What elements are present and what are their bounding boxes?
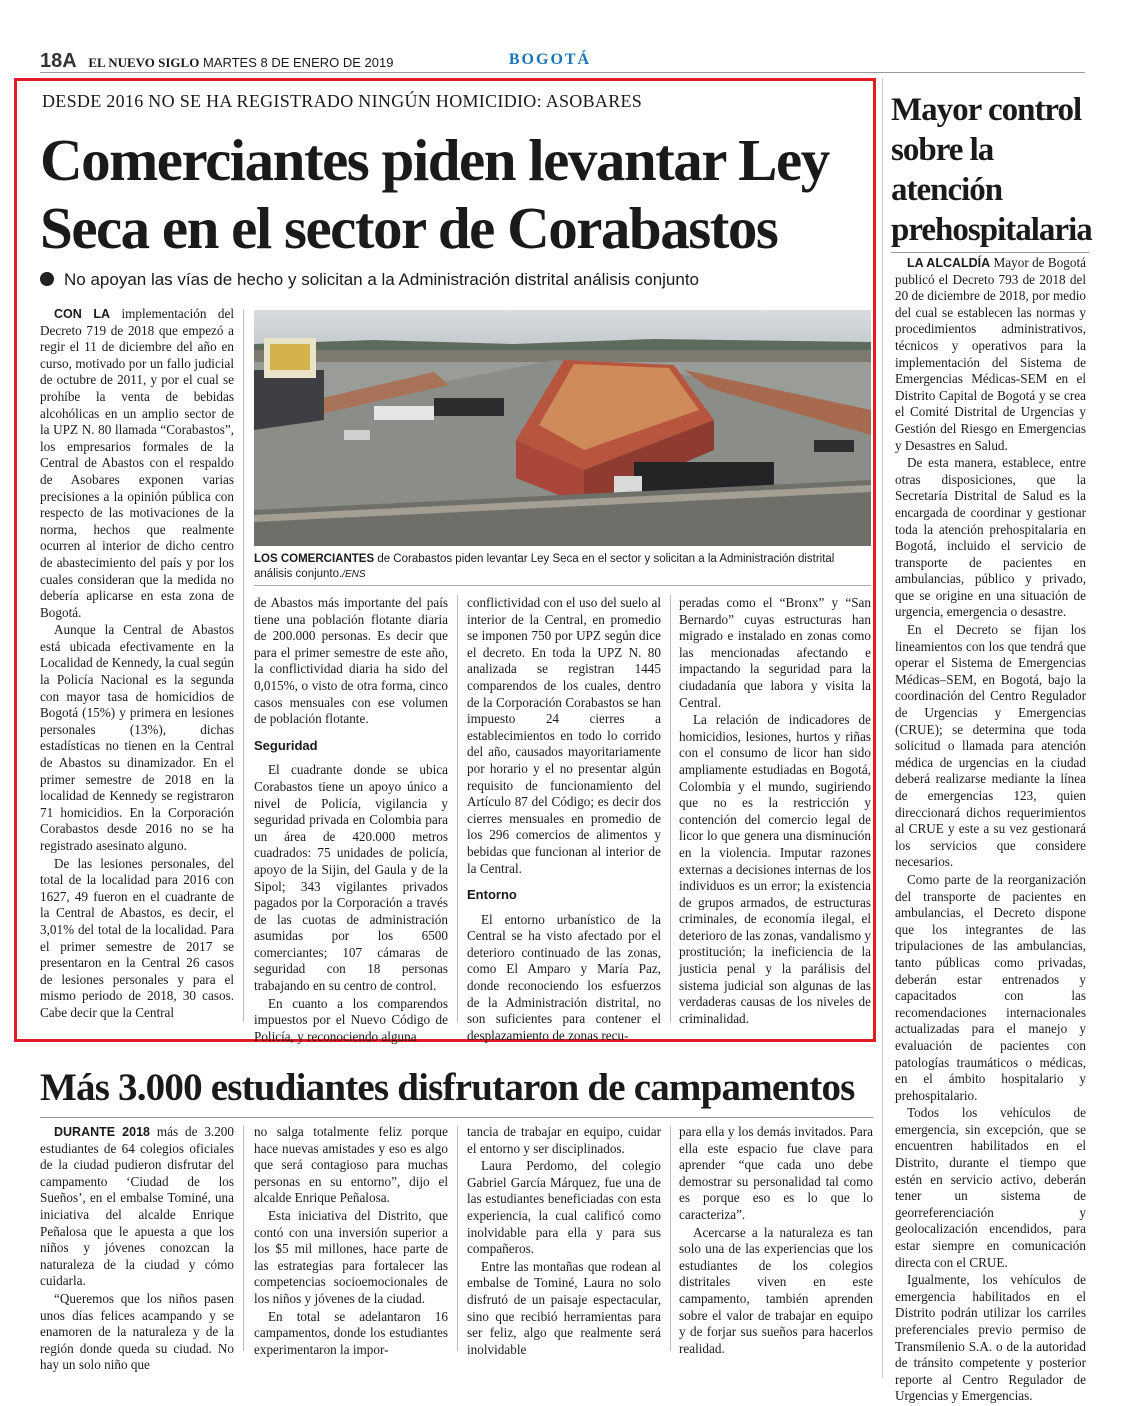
issue-date: MARTES 8 DE ENERO DE 2019 xyxy=(202,55,394,70)
paragraph: tancia de trabajar en equipo, cuidar el entorno y ser disciplinados. xyxy=(467,1124,661,1156)
paragraph: Esta iniciativa del Distrito, que contó con una inversión superior a los $5 mil millones, hace parte de las estrategias para fortalecer las competencias socioemocionales de los niños y jóvenes de la ciudad. xyxy=(254,1207,448,1306)
second-column-3 xyxy=(467,1124,661,1359)
caption-rule xyxy=(254,585,871,586)
photo-credit: /ENS xyxy=(342,569,366,580)
paragraph: En total se adelantaron 16 campamentos, donde los estudiantes experimentaron la impor- xyxy=(254,1308,448,1357)
column-rule xyxy=(670,1126,671,1351)
second-headline: Más 3.000 estudiantes disfrutaron de campamentos xyxy=(40,1066,855,1109)
photo-caption xyxy=(254,552,871,582)
second-column-1 xyxy=(40,1124,234,1375)
paragraph: conflictividad con el uso del suelo al interior de la Central, en promedio se imponen 750 por UPZ según dice el decreto. En toda la UPZ N. 80 analizada se registran 1445 comparendos de los cuales, dentro de la Corporación Corabastos se han impuesto 24 cierres a establecimientos en todo lo corrido del año, causados mayoritariamente por horario y el no presentar algún requisito de funcionamiento del Artículo 87 del Código; es decir dos cierres mensuales en promedio de los 296 comercios de alimentos y bebidas que funcionan al interior de la Central. xyxy=(467,595,661,876)
main-kicker: DESDE 2016 NO SE HA REGISTRADO NINGÚN HOMICIDIO: ASOBARES xyxy=(42,91,643,111)
second-column-4 xyxy=(679,1124,873,1358)
paragraph: Entre las montañas que rodean al embalse de Tominé, Laura no solo disfrutó de un paisaje espectacular, sino que recibió herramientas para ser feliz, algo que realmente será inolvidable xyxy=(467,1258,661,1357)
paragraph: Todos los vehículos de emergencia, sin excepción, que se encuentren habilitados en el Distrito, durante el tiempo que estén en servicio activo, deberán tener un sistema de georreferenciación y geolocalización encendidos, para estar siempre en comunicación directa con el CRUE. xyxy=(895,1105,1086,1270)
column-rule xyxy=(457,595,458,1022)
section-label: BOGOTÁ xyxy=(508,51,592,68)
deck-text: No apoyan las vías de hecho y solicitan a la Administración distrital análisis conjunto xyxy=(64,270,700,289)
column-rule xyxy=(243,1126,244,1351)
side-story-body xyxy=(895,255,1086,1406)
paragraph: no salga totalmente feliz porque hace nuevas amistades y eso es algo que será contagioso para muchas personas en su entorno”, dijo el alcalde Enrique Peñalosa. xyxy=(254,1124,448,1206)
paragraph: CON LA implementación del Decreto 719 de 2018 que empezó a regir el 11 de diciembre del año en curso, motivado por un fallo judicial de octubre de 2011, y por el cual se prohíbe la venta de bebidas alcohólicas en un amplio sector de la UPZ N. 80 llamada “Corabastos”, los empresarios formales de la Central de Abastos con el respaldo de Asobares exponen varias precisiones a la opinión pública con respecto de las motivaciones de la norma, hechos que realmente ocurren al interior de dicho centro de abastecimiento del país y por los cuales consideran que la medida no debería aplicarse en esta zona de Bogotá. xyxy=(40,306,234,620)
page-number: 18A xyxy=(40,50,77,72)
paragraph: El entorno urbanístico de la Central se ha visto afectado por el deterioro continuado de las zonas, como El Amparo y María Paz, donde reconociendo los esfuerzos de la Administración distrital, no son suficientes para contener el desplazamiento de zonas recu- xyxy=(467,911,661,1043)
paragraph: Laura Perdomo, del colegio Gabriel García Márquez, fue una de las estudiantes beneficiadas con esta experiencia, la cual calificó como inolvidable para ella y para sus compañeros. xyxy=(467,1158,661,1257)
paragraph: de Abastos más importante del país tiene una población flotante diaria de 200.000 personas. Es decir que para el primer semestre de este año, la conflictividad diaria ha sido del 0,015%, o visto de otra forma, cinco casos mensuales con ese volumen de población flotante. xyxy=(254,595,448,727)
main-column-1 xyxy=(40,306,234,1023)
side-headline-rule xyxy=(891,252,1089,253)
side-story-head xyxy=(891,90,1092,250)
column-rule xyxy=(243,310,244,1022)
caption-text: de Corabastos piden levantar Ley Seca en el sector y solicitan a la Administración distrital análisis conjunto. xyxy=(254,553,835,580)
paragraph: Igualmente, los vehículos de emergencia habilitados en el Distrito podrán utilizar los carriles preferenciales previo permiso de Transmilenio S.A. o de la autoridad de tránsito competente y posterior reporte al Centro Regulador de Urgencias y Emergencias. xyxy=(895,1272,1086,1404)
paragraph: DURANTE 2018 más de 3.200 estudiantes de 64 colegios oficiales de la ciudad pudieron disfrutar del campamento ‘Ciudad de los Sueños’, en el embalse Tominé, una iniciativa del alcalde Enrique Peñalosa que le apuesta a que los niños y jóvenes conozcan la naturaleza de la ciudad y cómo cuidarla. xyxy=(40,1124,234,1289)
subhead-entorno: Entorno xyxy=(467,887,517,903)
page-folio xyxy=(40,50,393,73)
side-headline: Mayor control sobre la atención prehospitalaria xyxy=(891,92,1092,248)
main-deck xyxy=(40,270,870,290)
paragraph: “Queremos que los niños pasen unos días felices acampando y se enamoren de la naturaleza y de la región donde queda su ciudad. No hay un solo niño que xyxy=(40,1290,234,1373)
caption-lead: LOS COMERCIANTES xyxy=(254,553,375,565)
header-rule xyxy=(40,72,1085,73)
second-column-2 xyxy=(254,1124,448,1359)
paragraph: La relación de indicadores de homicidios, lesiones, hurtos y riñas con el consumo de licor han sido ampliamente estudiadas en Bogotá, Colombia y el mundo, sugiriendo que no es la restricción y contención del comercio legal de licor lo que genera una disminución en la violencia. Imputar razones externas a decisiones internas de los individuos es un error; la existencia de grupos armados, de estructuras criminales, de economía ilegal, el deterioro de las zonas, vandalismo y prostitución; la ineficiencia de la justicia penal y la parálisis del sistema judicial son algunas de las verdaderas causas de los niveles de criminalidad. xyxy=(679,712,871,1026)
newspaper-name: EL NUEVO SIGLO xyxy=(88,55,200,70)
column-rule xyxy=(457,1126,458,1351)
main-column-2 xyxy=(254,595,448,1046)
sidebar-rule xyxy=(882,78,883,1378)
paragraph: LA ALCALDÍA Mayor de Bogotá publicó el Decreto 793 de 2018 del 20 de diciembre de 2018, por medio del cual se establecen las normas y procedimientos administrativos, técnicos y operativos para la implementación del Sistema de Emergencias Médicas-SEM en el Distrito Capital de Bogotá y se crea el Comité Distrital de Urgencias y Gestión del Riesgo en Emergencias y Desastres en Salud. xyxy=(895,255,1086,453)
paragraph: De esta manera, establece, entre otras disposiciones, que la Secretaría Distrital de Salud es la encargada de coordinar y gestionar toda la atención prehospitalaria en Bogotá, incluido el servicio de transporte de pacientes en ambulancias, público y privado, que se origine en una situación de urgencia, emergencia o desastre. xyxy=(895,455,1086,620)
lead-in: LA ALCALDÍA xyxy=(907,256,991,270)
paragraph: En el Decreto se fijan los lineamientos con los que tendrá que operar el Sistema de Emergencias Médicas–SEM, en Bogotá, bajo la coordinación del Centro Regulador de Urgencias y Emergencias (CRUE); se determina que toda solicitud o llamada para atención médica de urgencias en la ciudad deberá realizarse mediante la línea de emergencias 123, quien direccionará dichos requerimientos al CRUE y este a su vez gestionará los servicios que considere necesarios. xyxy=(895,622,1086,870)
lead-in: DURANTE 2018 xyxy=(54,1125,150,1139)
paragraph: De las lesiones personales, del total de la localidad para 2016 con 1627, 49 fueron en el cuadrante de la Central de Abastos, es decir, el 3,01% del total de la localidad. Para el primer semestre de 2017 se presentaron en la Central 26 casos de lesiones personales y para el mismo periodo de 2018, 30 casos. Cabe decir que la Central xyxy=(40,855,234,1020)
bullet-icon xyxy=(40,272,54,286)
paragraph: En cuanto a los comparendos impuestos por el Nuevo Código de Policía, y reconociendo alguna xyxy=(254,995,448,1044)
paragraph: peradas como el “Bronx” y “San Bernardo” cuyas estructuras han migrado e instalado en zonas como las mencionadas afectando e impactando la seguridad para la ciudadanía que labora y visita la Central. xyxy=(679,595,871,710)
main-headline: Comerciantes piden levantar Ley Seca en el sector de Corabastos xyxy=(40,127,829,261)
paragraph: Como parte de la reorganización del transporte de pacientes en ambulancias, el Decreto dispone que los integrantes de las tripulaciones de las ambulancias, tanto públicas como privadas, deberán estar entrenados y capacitados con las recomendaciones internacionales actualizadas para el manejo y evaluación de pacientes con patologías traumáticos o médicas, en el ámbito hospitalario y prehospitalario. xyxy=(895,871,1086,1103)
paragraph: Aunque la Central de Abastos está ubicada efectivamente en la Localidad de Kennedy, la cual según la Policía Nacional es la segunda con mayor tasa de homicidios de Bogotá (15%) y primera en lesiones personales (13%), dichas estadísticas no tienen en la Central de Abastos su dinamizador. En el primer semestre de 2018 en la localidad de Kennedy se registraron 71 homicidios. En la Corporación Corabastos desde 2016 no se ha registrado asesinato alguno. xyxy=(40,622,234,853)
lead-in: CON LA xyxy=(54,307,111,321)
main-column-3 xyxy=(467,595,661,1045)
column-rule xyxy=(670,595,671,1022)
second-headline-rule xyxy=(40,1117,873,1118)
paragraph: El cuadrante donde se ubica Corabastos tiene un apoyo único a nivel de Policía, vigilancia y seguridad privada en Colombia para un área de 420.000 metros cuadrados: 75 unidades de policía, apoyo de la Sijin, del Gaula y de la Sipol; 343 vigilantes privados pagados por la Corporación a través de las cuotas de administración asumidas por los 6500 comerciantes; 107 cámaras de seguridad con 18 personas trabajando en su centro de control. xyxy=(254,762,448,994)
corabastos-photo xyxy=(254,310,871,546)
paragraph: Acercarse a la naturaleza es tan solo una de las experiencias que los estudiantes de los colegios distritales viven en este campamento, también aprenden sobre el valor de trabajar en equipo y de forjar sus sueños para hacerlos realidad. xyxy=(679,1224,873,1356)
paragraph: para ella y los demás invitados. Para ella este espacio fue clave para aprender “que cada uno debe demostrar su personalidad tal como es porque eso es lo que lo caracteriza”. xyxy=(679,1124,873,1222)
main-column-4 xyxy=(679,595,871,1028)
subhead-seguridad: Seguridad xyxy=(254,737,318,753)
